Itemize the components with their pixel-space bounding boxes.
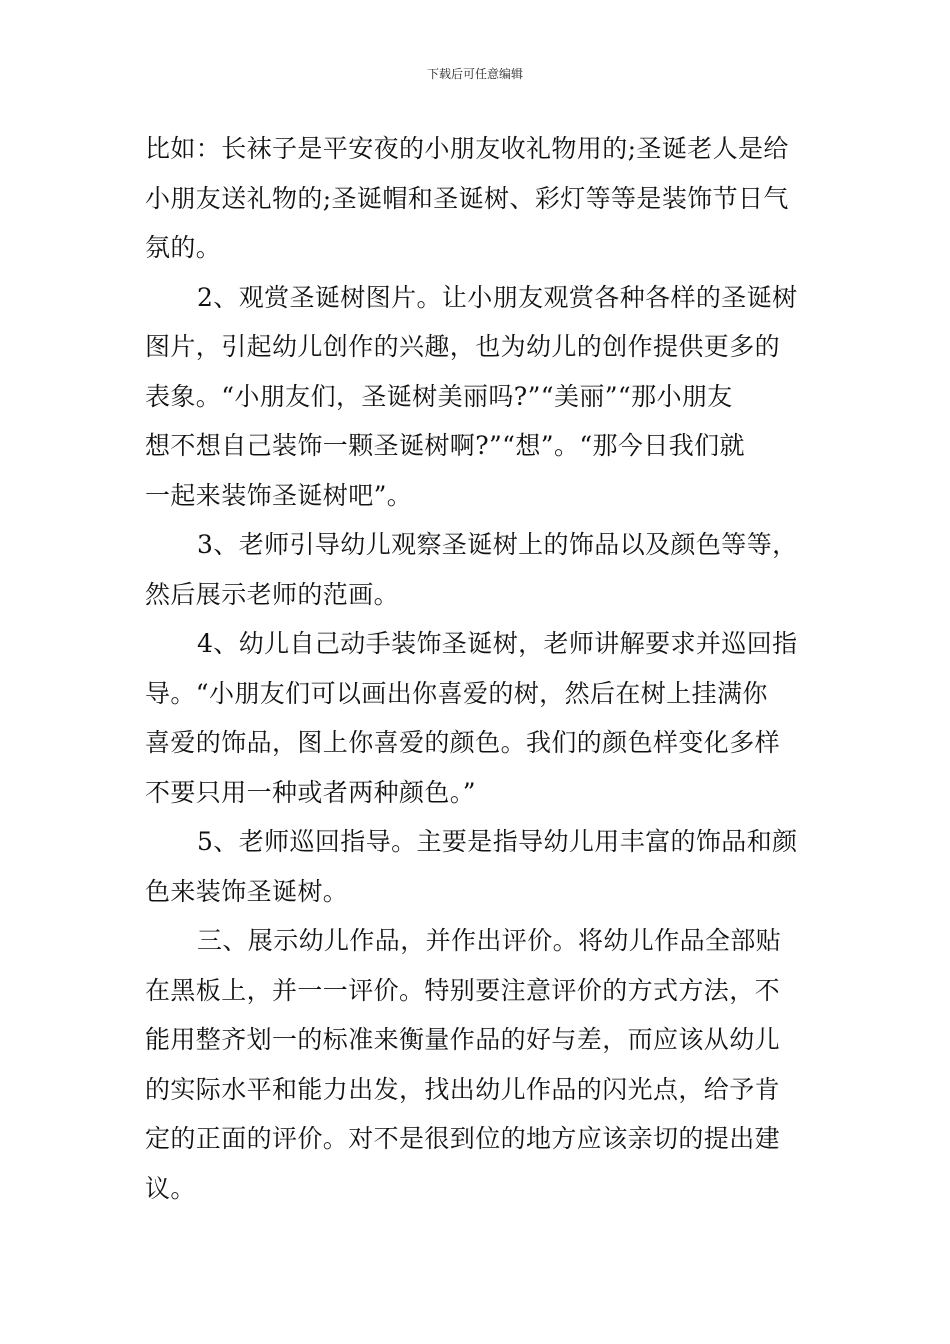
text-line: 然后展示老师的范画。: [145, 579, 400, 609]
text-line: 一起来装饰圣诞树吧”。: [145, 480, 413, 510]
text-line: 的实际水平和能力出发，找出幼儿作品的闪光点，给予肯: [145, 1074, 781, 1104]
text-line: 导。“小朋友们可以画出你喜爱的树，然后在树上挂满你: [145, 678, 768, 708]
paragraph-first-line: 三、展示幼儿作品，并作出评价。将幼儿作品全部贴: [197, 926, 782, 955]
text-line: 不要只用一种或者两种颜色。”: [145, 777, 476, 807]
text-line: 在黑板上，并一一评价。特别要注意评价的方式方法，不: [145, 975, 781, 1005]
paragraph-first-line: 5、老师巡回指导。主要是指导幼儿用丰富的饰品和颜: [197, 827, 798, 856]
text-line: 喜爱的饰品，图上你喜爱的颜色。我们的颜色样变化多样: [145, 728, 781, 757]
document-body: [145, 124, 810, 1213]
text-line: 想不想自己装饰一颗圣诞树啊?”“想”。“那今日我们就: [145, 431, 745, 460]
paragraph-first-line: 4、幼儿自己动手装饰圣诞树，老师讲解要求并巡回指: [197, 629, 798, 658]
text-line: 能用整齐划一的标准来衡量作品的好与差，而应该从幼儿: [145, 1025, 781, 1054]
text-line: 氛的。: [145, 233, 222, 262]
text-line: 议。: [145, 1173, 196, 1203]
text-line: 色来装饰圣诞树。: [145, 876, 349, 906]
text-line: 比如：长袜子是平安夜的小朋友收礼物用的;圣诞老人是给: [145, 134, 789, 163]
paragraph-first-line: 3、老师引导幼儿观察圣诞树上的饰品以及颜色等等，: [197, 530, 798, 559]
paragraph-first-line: 2、观赏圣诞树图片。让小朋友观赏各种各样的圣诞树: [197, 282, 798, 312]
text-line: 小朋友送礼物的;圣诞帽和圣诞树、彩灯等等是装饰节日气: [145, 183, 789, 213]
text-line: 表象。“小朋友们，圣诞树美丽吗?”“美丽”“那小朋友: [145, 381, 733, 411]
text-line: 图片，引起幼儿创作的兴趣，也为幼儿的创作提供更多的: [145, 332, 781, 361]
text-line: 定的正面的评价。对不是很到位的地方应该亲切的提出建: [145, 1124, 781, 1153]
header-text: 下载后可任意编辑: [426, 67, 523, 81]
page-header: [0, 66, 950, 82]
